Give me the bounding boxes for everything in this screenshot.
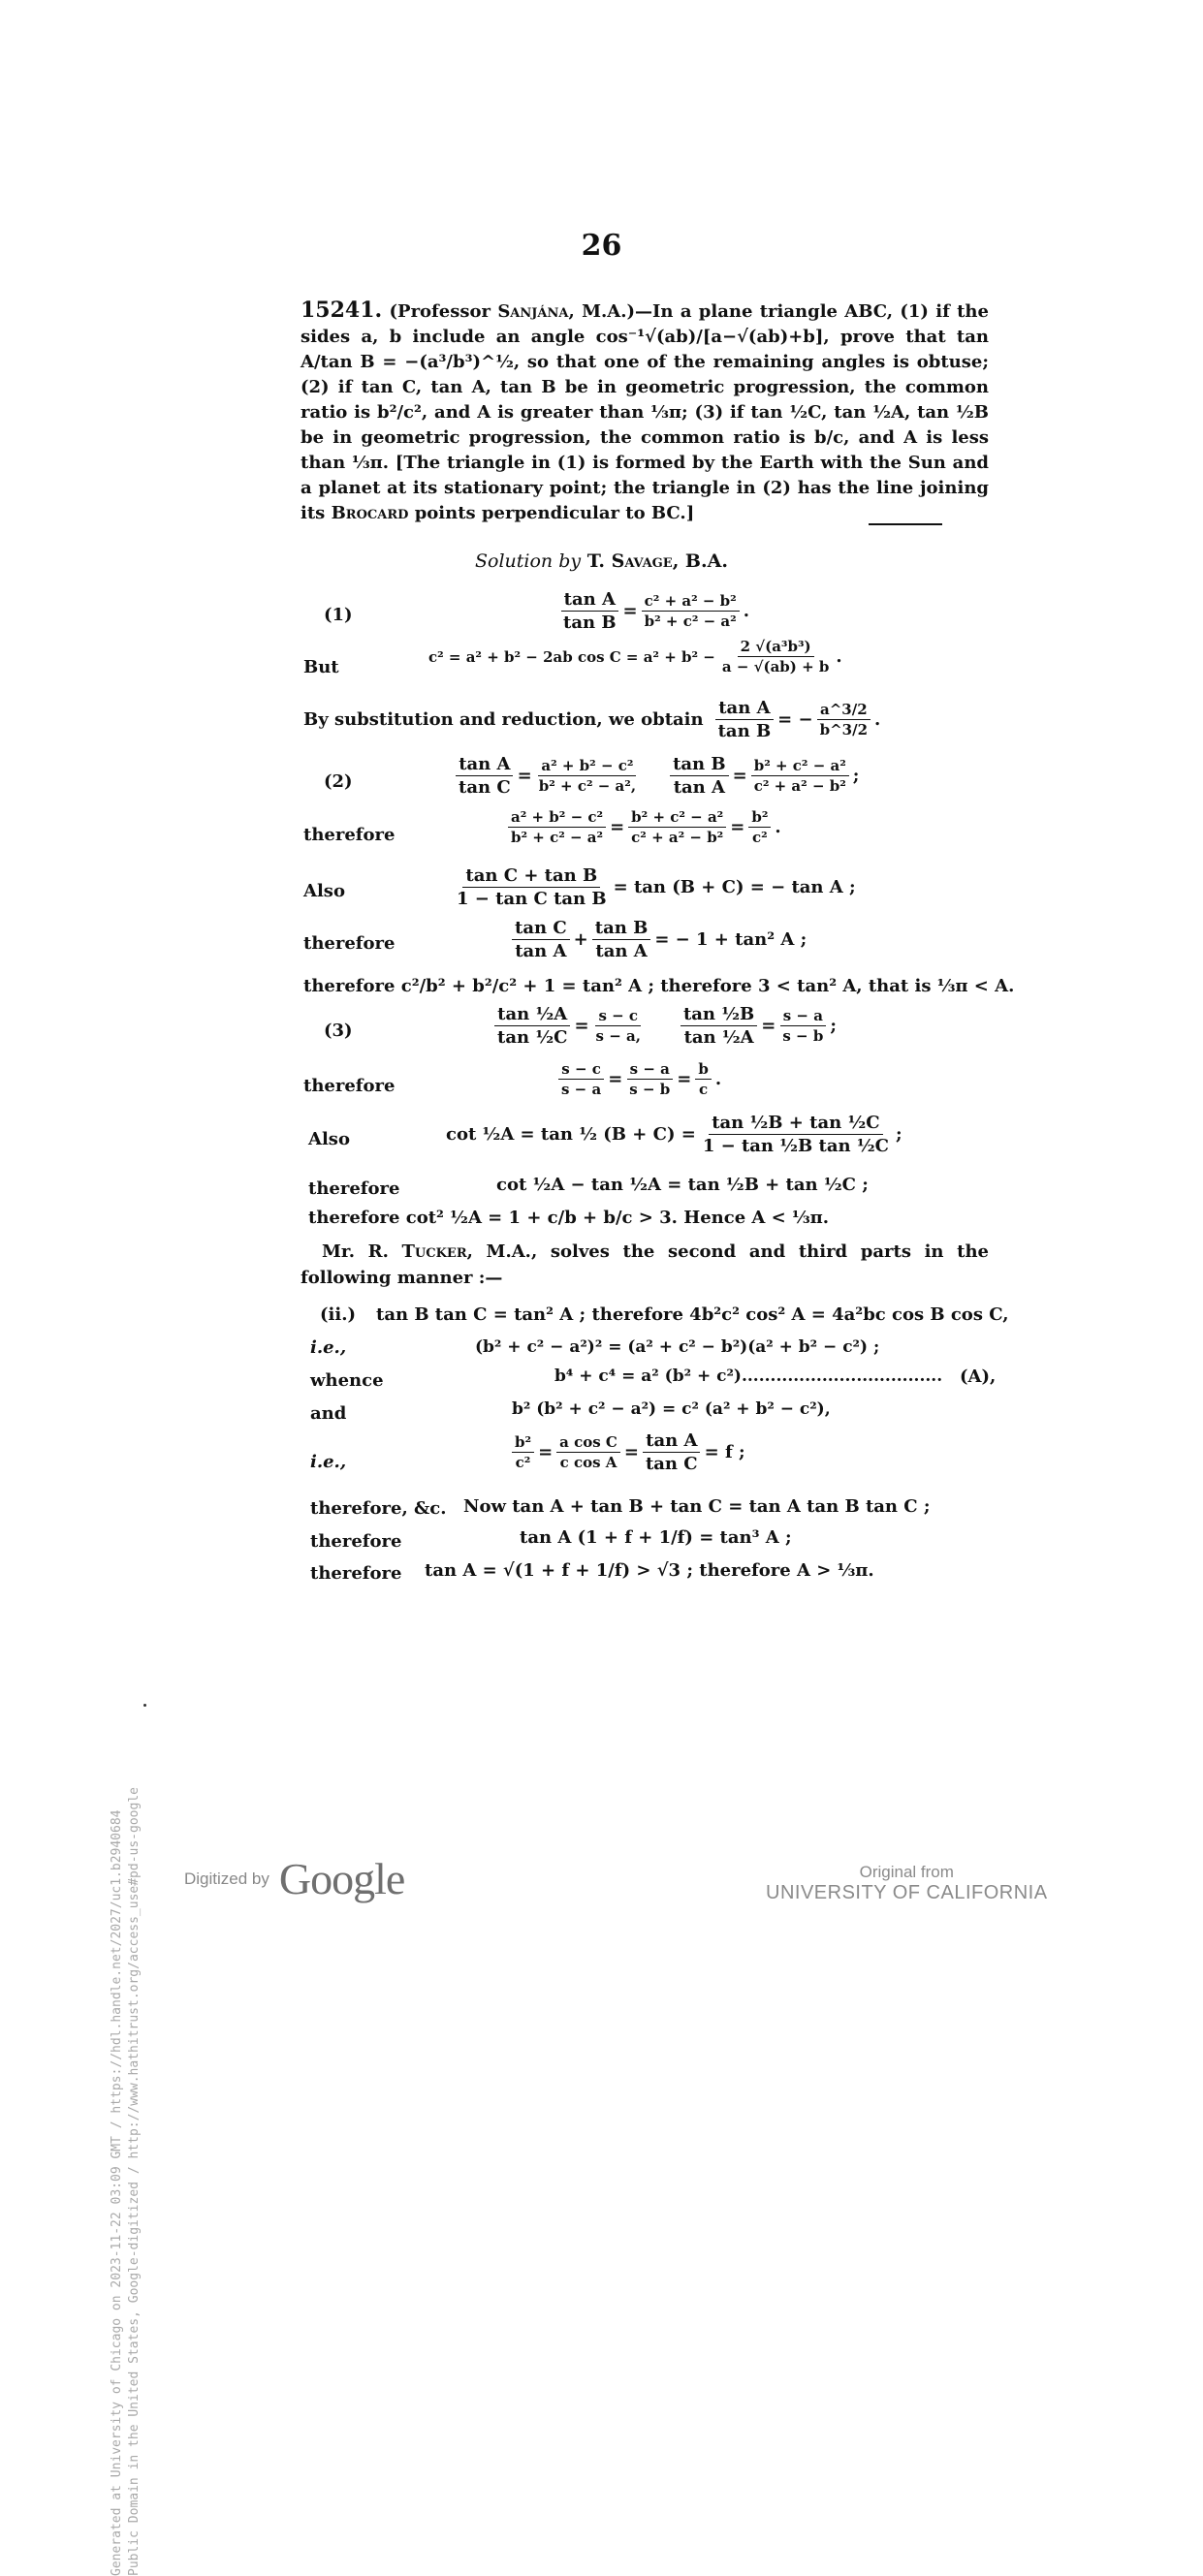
equation-text: = tan (B + C) = − tan A ;: [613, 877, 856, 897]
punct: .: [836, 646, 842, 667]
fraction-den: s − b: [782, 1027, 824, 1045]
equation-7: [508, 918, 807, 961]
part2-line-3: b⁴ + c⁴ = a² (b² + c²)...................................: [554, 1367, 943, 1386]
fraction-num: s − c: [595, 1007, 641, 1026]
label-therefore-etc: therefore, &c.: [310, 1498, 447, 1519]
equation-1: [556, 589, 749, 633]
fraction-den: b² + c² − a²,: [538, 777, 637, 795]
punct: .: [775, 817, 781, 837]
label-therefore: therefore: [310, 1531, 402, 1552]
fraction-den: c² + a² − b²: [631, 829, 724, 846]
part2-line-5: [508, 1430, 745, 1474]
punct: .: [874, 709, 881, 730]
equation-10: [554, 1060, 721, 1098]
problem-statement: [301, 298, 989, 526]
label-also: Also: [303, 881, 345, 901]
equals: =: [608, 1069, 623, 1089]
label-also: Also: [308, 1129, 350, 1149]
part2-line-7: tan A (1 + f + 1/f) = tan³ A ;: [520, 1527, 792, 1548]
label-but: But: [303, 657, 339, 677]
fraction-den: tan A: [595, 941, 648, 961]
equation-text: = f ;: [704, 1442, 745, 1462]
fraction-den: s − a: [561, 1081, 602, 1098]
fraction-num: tan ½A: [494, 1004, 570, 1026]
equation-6: [450, 865, 856, 909]
solution-prefix: Solution by: [475, 550, 582, 572]
fraction-den: s − a,: [595, 1027, 641, 1045]
equals: =: [732, 766, 747, 786]
equation-4: [452, 754, 859, 798]
original-from: [766, 1863, 1048, 1904]
equals: =: [730, 817, 745, 837]
digitized-label: Digitized by: [184, 1869, 269, 1888]
plus: +: [573, 929, 588, 950]
equation-text: By substitution and reduction, we obtain: [303, 709, 704, 730]
equals: =: [761, 1016, 776, 1036]
brocard-name: Brocard: [331, 503, 409, 523]
fraction-den: c cos A: [559, 1454, 617, 1471]
fraction-den: tan ½C: [497, 1027, 568, 1048]
fraction-num: b² + c² − a²: [751, 757, 849, 776]
fraction-num: tan ½B: [681, 1004, 757, 1026]
part2-line-2: (b² + c² − a²)² = (a² + c² − b²)(a² + b² − c²) ;: [475, 1337, 880, 1357]
equals: =: [623, 1442, 639, 1462]
equation-text: cot ½A = tan ½ (B + C) =: [446, 1124, 696, 1145]
equation-13: therefore cot² ½A = 1 + c/b + b/c > 3. Hence A < ⅓π.: [308, 1208, 830, 1228]
fraction-den: c² + a² − b²: [753, 777, 846, 795]
fraction-num: tan A: [456, 754, 513, 776]
watermark-line-1: Generated at University of Chicago on 2023-11-22 03:09 GMT / https://hdl.handle.net/2027/uc1.b2940684: [110, 1809, 124, 2576]
fraction-den: tan C: [645, 1454, 698, 1474]
tucker-post: , M.A., solves the second and third parts in the following manner :—: [301, 1241, 990, 1288]
equals: =: [517, 766, 532, 786]
fraction-num: a² + b² − c²: [538, 757, 636, 776]
fraction-num: s − a: [627, 1060, 673, 1080]
tucker-pre: Mr. R.: [322, 1241, 402, 1262]
eq-label-1: (1): [324, 605, 353, 625]
label-therefore: therefore: [303, 933, 396, 954]
fraction-num: a cos C: [556, 1433, 620, 1453]
fraction-den: tan A: [673, 777, 725, 798]
watermark-line-2: Public Domain in the United States, Google-digitized / http://www.hathitrust.org/access_use#pd-us-google: [127, 1787, 142, 2576]
equation-12: cot ½A − tan ½A = tan ½B + tan ½C ;: [496, 1175, 869, 1195]
label-and: and: [310, 1403, 347, 1424]
fraction-den: c: [699, 1081, 709, 1098]
part2-line-8: tan A = √(1 + f + 1/f) > √3 ; therefore A > ⅓π.: [425, 1560, 874, 1581]
fraction-den: c²: [515, 1454, 531, 1471]
fraction-den: 1 − tan ½B tan ½C: [702, 1136, 889, 1156]
problem-number: 15241.: [301, 298, 383, 323]
part2-line-1: tan B tan C = tan² A ; therefore 4b²c² cos² A = 4a²bc cos B cos C,: [376, 1304, 1009, 1325]
equation-text: c² = a² + b² − 2ab cos C = a² + b² −: [428, 647, 715, 666]
author-name: Sanjána: [497, 301, 569, 322]
fraction-num: tan A: [715, 698, 773, 720]
part-label-ii: (ii.): [320, 1304, 356, 1325]
part2-line-4: b² (b² + c² − a²) = c² (a² + b² − c²),: [512, 1399, 831, 1419]
fraction-num: s − a: [780, 1007, 826, 1026]
equation-5: [504, 808, 781, 846]
tucker-name: Tucker: [401, 1241, 467, 1262]
fraction-num: tan ½B + tan ½C: [709, 1113, 882, 1135]
author-suffix: , M.A.): [568, 301, 636, 322]
fraction-num: b²: [748, 808, 771, 828]
equation-9: [491, 1004, 837, 1048]
solution-suffix: , B.A.: [672, 550, 728, 572]
label-therefore: therefore: [308, 1178, 400, 1199]
fraction-num: b: [695, 1060, 712, 1080]
fraction-num: tan C + tan B: [462, 865, 600, 888]
fraction-num: tan A: [561, 589, 618, 612]
punct: .: [714, 1069, 722, 1089]
scan-speck: [143, 1704, 146, 1707]
label-ie: i.e.,: [310, 1337, 347, 1358]
equals: =: [574, 1016, 589, 1036]
label-therefore: therefore: [303, 1076, 396, 1096]
fraction-num: b²: [512, 1433, 534, 1453]
punct: .: [743, 601, 749, 621]
fraction-num: tan A: [643, 1430, 700, 1453]
solution-heading: [0, 550, 1203, 572]
provenance-watermark: [109, 832, 143, 2576]
punct: ;: [830, 1016, 837, 1036]
tucker-paragraph: [301, 1239, 989, 1291]
fraction-den: tan C: [459, 777, 511, 798]
label-therefore: therefore: [303, 825, 396, 845]
problem-text: —In a plane triangle ABC, (1) if the sides a, b include an angle cos⁻¹√(ab)/[a−√(ab)+b], prove that tan A/tan B = −(a³/b³)^½, so that one of the remaining angles is obtuse; (2) if tan C, tan A, tan B be in geometric progression, the common ratio is b²/c², and A is greater than ⅓π; (3) if tan ½C, tan ½A, tan ½B be in geometric progression, the common ratio is b/c, and A is less than ⅓π. [The triangle in (1) is formed by the Earth with the Sun and a planet at its stationary point; the triangle in (2) has the line joining its: [301, 301, 989, 523]
punct: ;: [852, 766, 860, 786]
solution-author: T. Savage: [586, 550, 673, 572]
label-ie: i.e.,: [310, 1452, 347, 1472]
fraction-num: a^3/2: [817, 701, 871, 720]
fraction-den: a − √(ab) + b: [721, 658, 830, 675]
equation-3: [303, 698, 880, 741]
equation-8: therefore c²/b² + b²/c² + 1 = tan² A ; therefore 3 < tan² A, that is ⅓π < A.: [303, 976, 1015, 996]
fraction-den: tan A: [515, 941, 567, 961]
digitized-by-google: [184, 1853, 404, 1904]
original-label: Original from: [859, 1863, 954, 1881]
equation-11: [446, 1113, 902, 1156]
fraction-den: c²: [752, 829, 768, 846]
fraction-num: 2 √(a³b³): [738, 638, 814, 657]
equals: =: [610, 817, 625, 837]
eq-label-3: (3): [324, 1021, 353, 1041]
part2-line-6: Now tan A + tan B + tan C = tan A tan B tan C ;: [463, 1496, 931, 1517]
eq-label-2: (2): [324, 771, 353, 792]
google-logo: Google: [278, 1854, 405, 1903]
equals: =: [538, 1442, 554, 1462]
equals: = −: [777, 709, 813, 730]
fraction-num: tan B: [592, 918, 651, 940]
fraction-num: c² + a² − b²: [642, 592, 740, 612]
fraction-den: s − b: [629, 1081, 671, 1098]
equation-text: = − 1 + tan² A ;: [654, 929, 807, 950]
fraction-den: b^3/2: [819, 721, 869, 738]
fraction-den: b² + c² − a²: [644, 613, 737, 630]
page-number: 26: [581, 229, 622, 263]
punct: ;: [895, 1124, 902, 1145]
fraction-den: tan B: [563, 613, 617, 633]
fraction-den: 1 − tan C tan B: [457, 889, 607, 909]
equals: =: [677, 1069, 692, 1089]
fraction-den: tan ½A: [683, 1027, 754, 1048]
fraction-num: tan C: [512, 918, 570, 940]
separator-rule: [869, 523, 942, 525]
author-prefix: (Professor: [389, 301, 498, 322]
equation-tag-a: (A),: [960, 1367, 997, 1387]
fraction-num: tan B: [670, 754, 729, 776]
equals: =: [622, 601, 638, 621]
fraction-den: tan B: [717, 721, 772, 741]
fraction-den: b² + c² − a²: [511, 829, 604, 846]
university-name: UNIVERSITY OF CALIFORNIA: [766, 1882, 1048, 1903]
fraction-num: s − c: [558, 1060, 604, 1080]
label-whence: whence: [310, 1370, 384, 1391]
fraction-num: a² + b² − c²: [508, 808, 606, 828]
label-therefore: therefore: [310, 1563, 402, 1584]
fraction-num: b² + c² − a²: [628, 808, 726, 828]
problem-text-end: points perpendicular to BC.]: [408, 503, 695, 523]
equation-2: [428, 638, 842, 675]
